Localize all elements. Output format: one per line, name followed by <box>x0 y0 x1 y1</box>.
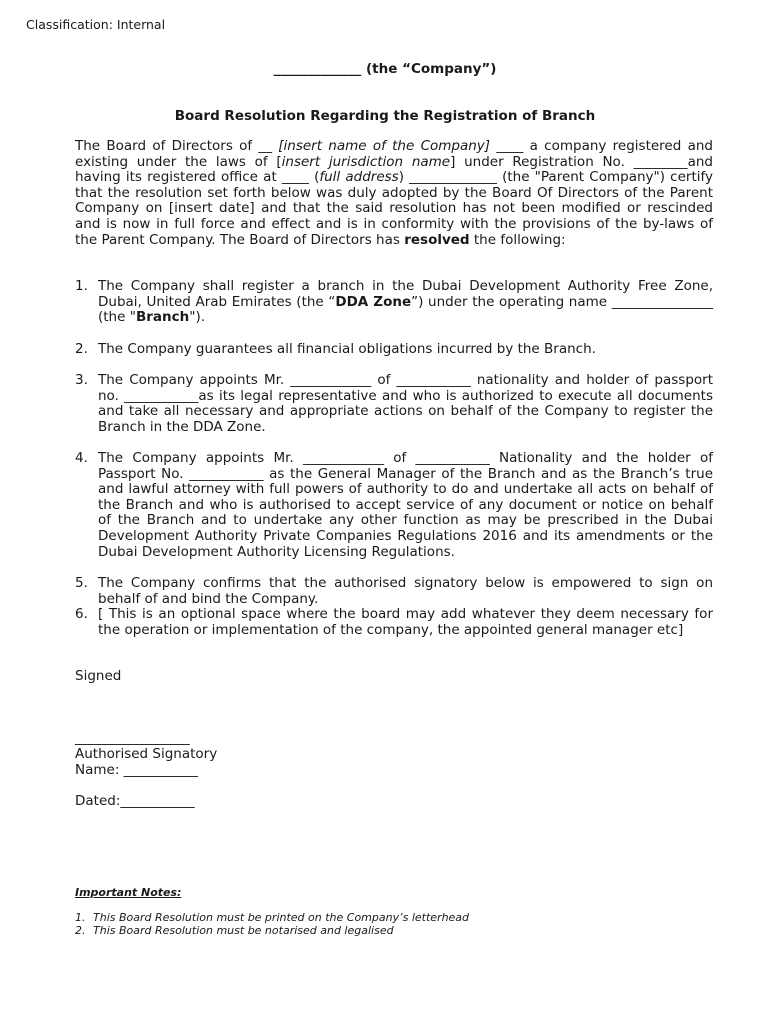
notes-heading: Important Notes: <box>75 886 182 899</box>
signatory-name: Name: ___________ <box>75 762 198 778</box>
signature-line: _________________ <box>75 730 190 746</box>
resolution-item-4: 4. The Company appoints Mr. ____________ of ___________ Nationality and the holder of Passport No. ___________ as the General Manager of the Branch and as the Branch’s true and lawful attorney with full powers of authority to do and undertake all acts on behalf of the Branch and who is authorised to accept service of any document or notice on behalf of the Branch and to undertake any other function as may be prescribed in the Dubai Development Authority Private Companies Regulations 2016 and its amendments or the Dubai Development Authority Licensing Regulations. <box>75 450 713 560</box>
signatory-title: Authorised Signatory <box>75 746 218 762</box>
resolution-item-3: 3. The Company appoints Mr. ____________ of ___________ nationality and holder of passport no. ___________as its legal representative and who is authorized to execute all documents and take all necessary and appropriate actions on behalf of the Company to register the Branch in the DDA Zone. <box>75 372 713 435</box>
intro-paragraph: The Board of Directors of __ [insert name of the Company] ____ a company registered and existing under the laws of [insert jurisdiction name] under Registration No. ________and having its registered office at ____ (full address) _____________ (the "Parent Company") certify that the resolution set forth below was duly adopted by the Board Of Directors of the Parent Company on [insert date] and that the said resolution has not been modified or rescinded and is now in full force and effect and is in conformity with the provisions of the by-laws of the Parent Company. The Board of Directors has resolved the following: <box>75 138 713 248</box>
classification-label: Classification: Internal <box>26 17 166 32</box>
note-item: 2. This Board Resolution must be notarised and legalised <box>75 924 394 937</box>
resolution-item-2: 2. The Company guarantees all financial obligations incurred by the Branch. <box>75 341 596 357</box>
resolution-item-6: 6. [ This is an optional space where the board may add whatever they deem necessary for the operation or implementation of the company, the appointed general manager etc] <box>75 606 713 638</box>
resolution-item-5: 5. The Company confirms that the authorised signatory below is empowered to sign on behalf of and bind the Company. <box>75 575 713 607</box>
dated-field: Dated:___________ <box>75 793 195 809</box>
note-item: 1. This Board Resolution must be printed on the Company’s letterhead <box>75 911 470 924</box>
resolution-item-1: 1. The Company shall register a branch in the Dubai Development Authority Free Zone, Dubai, United Arab Emirates (the “DDA Zone”) under the operating name _______________ (the "Branch"). <box>75 278 713 326</box>
company-name-line: _____________ (the “Company”) <box>273 61 497 77</box>
signed-label: Signed <box>75 668 122 684</box>
document-title: Board Resolution Regarding the Registration of Branch <box>174 108 596 124</box>
